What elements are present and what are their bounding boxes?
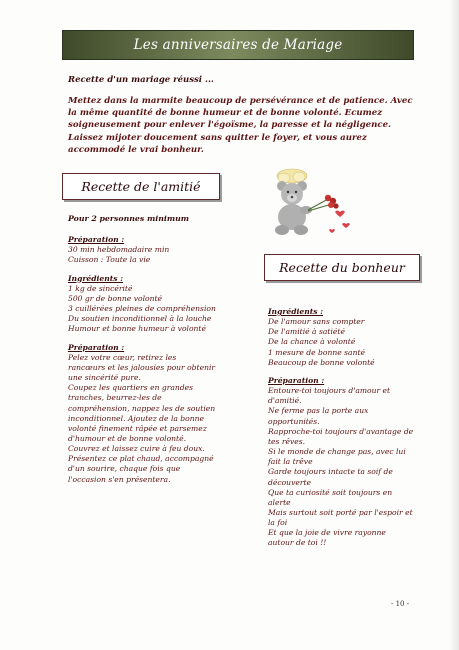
bonheur-method-heading: Préparation : [268, 375, 325, 385]
page-title-banner [62, 30, 414, 60]
page-number: - 10 - [391, 600, 410, 608]
amitie-method-line: une sincérité pure. [68, 373, 141, 383]
bonheur-method-line: Ne ferme pas la porte aux [268, 406, 369, 416]
amitie-method-line: d'un sourire, chaque fois que [68, 464, 181, 474]
bonheur-method-line: Entoure-toi toujours d'amour et [268, 386, 391, 396]
bonheur-method-line: Que ta curiosité soit toujours en [268, 487, 393, 497]
bonheur-method-line: Garde toujours intacte ta soif de [268, 467, 393, 477]
amitie-ingredient: 3 cuillérées pleines de compréhension [68, 304, 216, 314]
bonheur-method-line: opportunités. [268, 416, 320, 426]
amitie-ingredient: Du soutien inconditionnel à la louche [68, 314, 212, 324]
bonheur-ingredient: De l'amitié à satiété [268, 327, 345, 337]
amitie-method-line: inconditionnel. Ajoutez de la bonne [68, 413, 205, 423]
amitie-method-line: d'humour et de bonne volonté. [68, 433, 186, 443]
amitie-preparation-line: 30 min hebdomadaire min [68, 245, 170, 255]
amitie-method-line: Pelez votre cœur, retirez les [68, 352, 177, 362]
bonheur-method-line: alerte [268, 497, 291, 507]
bonheur-method-line: la foi [268, 518, 288, 528]
page-edge-shadow [449, 0, 459, 650]
amitie-method-line: l'occasion s'en présentera. [68, 474, 171, 484]
bonheur-title: Recette du bonheur [279, 260, 405, 275]
bonheur-method-line: Mais surtout soit porté par l'espoir et [268, 507, 413, 517]
amitie-method-line: rancœurs et les jalousies pour obtenir [68, 362, 216, 372]
bonheur-method-line: fait la trêve [268, 457, 313, 467]
amitie-preparation-heading: Préparation : [68, 235, 125, 245]
bonheur-ingredient: 1 mesure de bonne santé [268, 347, 366, 357]
amitie-servings: Pour 2 personnes minimum [68, 214, 190, 223]
bonheur-title-box [264, 254, 420, 281]
amitie-ingredients-heading: Ingrédients : [68, 273, 123, 283]
amitie-method-line: tranches, beurrez-les de [68, 393, 162, 403]
bonheur-method-line: Et que la joie de vivre rayonne [268, 528, 386, 538]
bonheur-method-line: Rapproche-toi toujours d'avantage de [268, 426, 414, 436]
bonheur-ingredient: Beaucoup de bonne volonté [268, 357, 375, 367]
bonheur-ingredients-section [268, 307, 428, 368]
bonheur-method-line: découverte [268, 477, 312, 487]
amitie-ingredient: Humour et bonne humeur à volonté [68, 324, 206, 334]
bonheur-ingredients-heading: Ingrédients : [268, 307, 323, 316]
amitie-ingredient: 1 kg de sincérité [68, 283, 133, 293]
bonheur-ingredient: De la chance à volonté [268, 337, 356, 347]
page-title: Les anniversaires de Mariage [133, 37, 343, 53]
amitie-ingredient: 500 gr de bonne volonté [68, 293, 163, 303]
amitie-preparation-line: Cuisson : Toute la vie [68, 255, 151, 265]
amitie-title: Recette de l'amitié [81, 179, 201, 194]
intro-title: Recette d'un mariage réussi ... [68, 75, 214, 85]
bonheur-method-line: Si le monde de change pas, avec lui [268, 447, 406, 457]
intro-paragraph: Mettez dans la marmite beaucoup de persévérance et de patience. Avec la même quantité de bonne humeur et de bonne volonté. Ecumez soigneusement pour enlever l'égoïsme, la paresse et la négligence. Laissez mijoter doucement sans quitter le foyer, et vous aurez accommodé le vrai bonheur. [68, 96, 413, 155]
teddy-bear-with-roses-icon [268, 168, 358, 238]
bonheur-method-section [268, 376, 428, 549]
amitie-method-line: compréhension, nappez les de soutien [68, 403, 216, 413]
bonheur-ingredient: De l'amour sans compter [268, 317, 365, 327]
bonheur-recipe [268, 307, 428, 549]
amitie-method-heading: Préparation : [68, 342, 125, 352]
bonheur-method-line: autour de toi !! [268, 538, 327, 548]
amitie-method-section [68, 343, 238, 485]
bonheur-method-line: d'amitié. [268, 396, 302, 406]
amitie-title-box [62, 173, 220, 200]
amitie-preparation-section [68, 235, 238, 265]
bonheur-method-line: tes rêves. [268, 436, 306, 446]
amitie-method-line: Couvrez et laissez cuire à feu doux. [68, 444, 205, 454]
amitie-method-line: Coupez les quartiers en grandes [68, 383, 194, 393]
amitie-method-line: volonté finement râpée et parsemez [68, 423, 207, 433]
amitie-recipe [68, 214, 238, 485]
amitie-method-line: Présentez ce plat chaud, accompagné [68, 454, 214, 464]
amitie-ingredients-section [68, 274, 238, 335]
